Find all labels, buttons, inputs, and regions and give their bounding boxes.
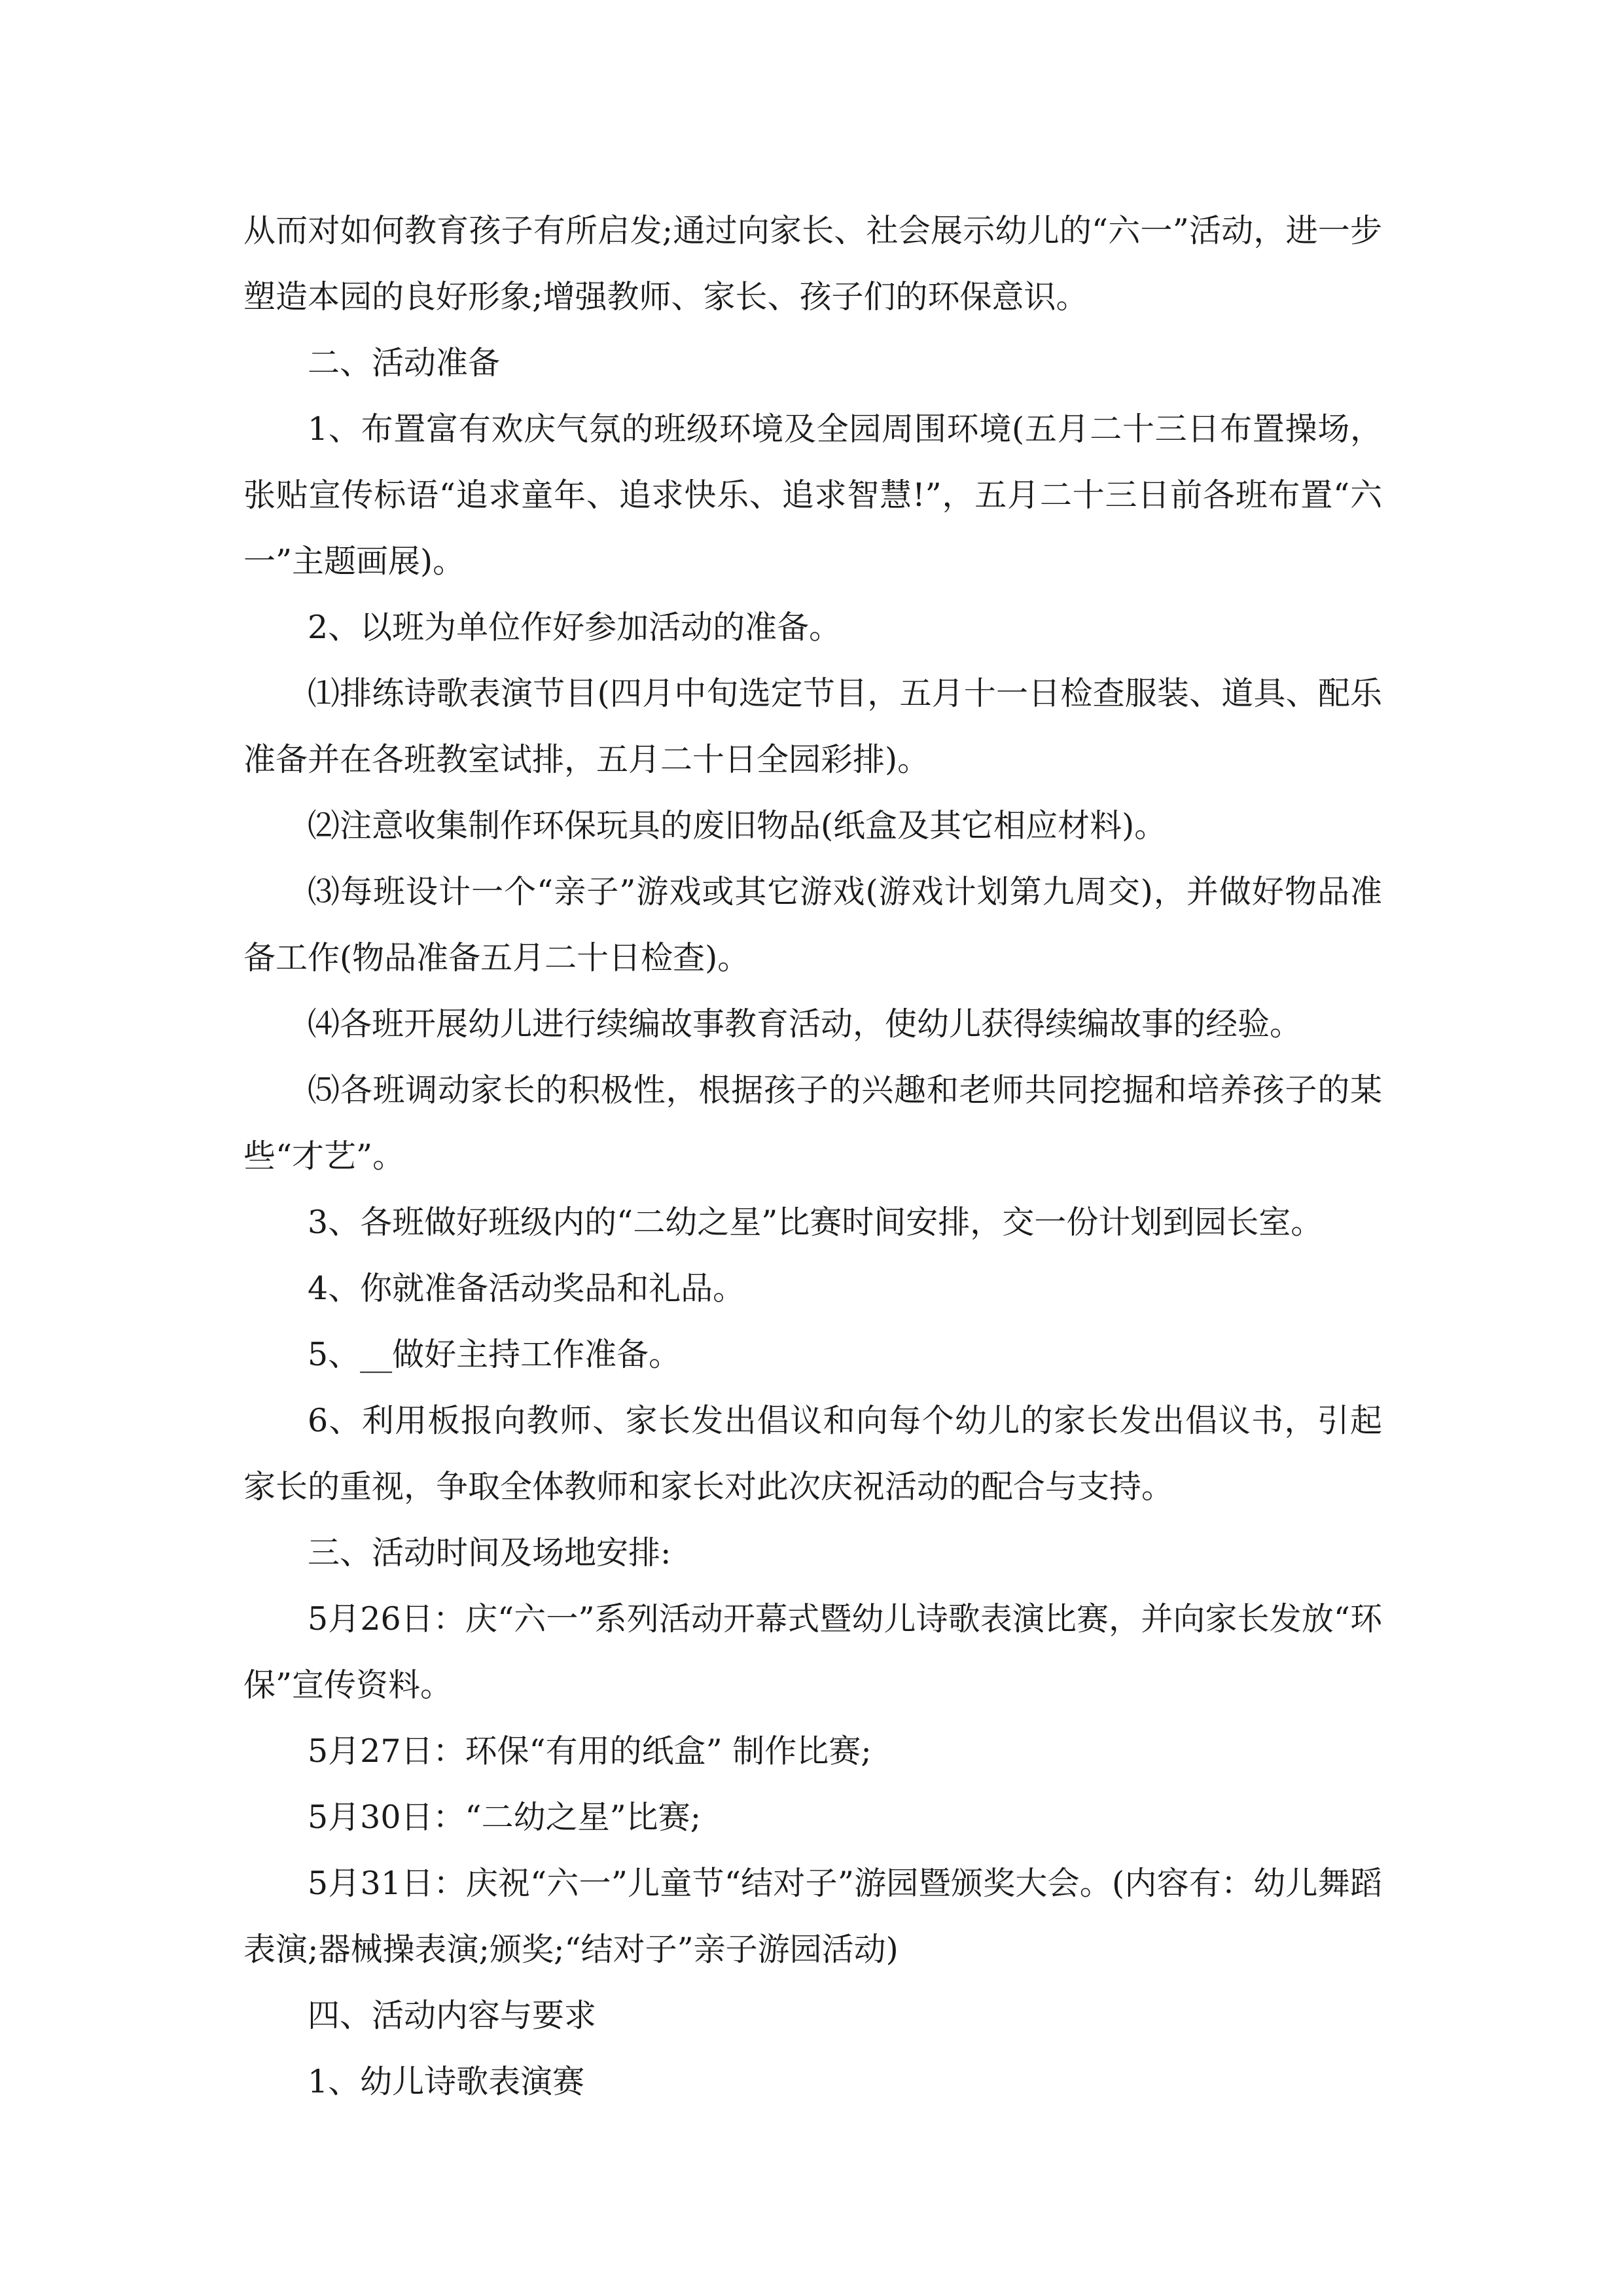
paragraph: ⑷各班开展幼儿进行续编故事教育活动，使幼儿获得续编故事的经验。 [308,1005,1302,1043]
paragraph: 1、布置富有欢庆气氛的班级环境及全园周围环境(五月二十三日布置操场，张贴宣传标语“追求童年、追求快乐、追求智慧!”，五月二十三日前各班布置“六一”主题画展)。 [243,410,1382,580]
paragraph: 5月31日：庆祝“六一”儿童节“结对子”游园暨颁奖大会。(内容有：幼儿舞蹈表演;器械操表演;颁奖;“结对子”亲子游园活动) [243,1865,1382,1968]
paragraph: ⑵注意收集制作环保玩具的废旧物品(纸盒及其它相应材料)。 [308,807,1167,844]
paragraph: 从而对如何教育孩子有所启发;通过向家长、社会展示幼儿的“六一”活动，进一步塑造本园的良好形象;增强教师、家长、孩子们的环保意识。 [243,212,1382,315]
paragraph: 4、你就准备活动奖品和礼品。 [308,1270,745,1307]
paragraph: ⑴排练诗歌表演节目(四月中旬选定节目，五月十一日检查服装、道具、配乐准备并在各班教室试排，五月二十日全园彩排)。 [243,675,1382,778]
paragraph: 1、幼儿诗歌表演赛 [308,2063,585,2100]
paragraph: 6、利用板报向教师、家长发出倡议和向每个幼儿的家长发出倡议书，引起家长的重视，争取全体教师和家长对此次庆祝活动的配合与支持。 [243,1402,1382,1505]
paragraph: ⑸各班调动家长的积极性，根据孩子的兴趣和老师共同挖掘和培养孩子的某些“才艺”。 [243,1071,1382,1175]
paragraph: 5、__做好主持工作准备。 [308,1336,681,1373]
section-heading: 二、活动准备 [308,344,501,382]
paragraph: 5月30日：“二幼之星”比赛; [308,1799,702,1836]
paragraph: 5月27日：环保“有用的纸盒” 制作比赛; [308,1732,872,1770]
paragraph: ⑶每班设计一个“亲子”游戏或其它游戏(游戏计划第九周交)，并做好物品准备工作(物品准备五月二十日检查)。 [243,873,1382,977]
section-heading: 三、活动时间及场地安排: [308,1534,671,1571]
paragraph: 3、各班做好班级内的“二幼之星”比赛时间安排，交一份计划到园长室。 [308,1204,1323,1241]
paragraph: 2、以班为单位作好参加活动的准备。 [308,609,842,646]
paragraph: 5月26日：庆“六一”系列活动开幕式暨幼儿诗歌表演比赛，并向家长发放“环保”宣传资料。 [243,1600,1382,1704]
section-heading: 四、活动内容与要求 [308,1997,597,2034]
document-body [243,198,1382,2115]
